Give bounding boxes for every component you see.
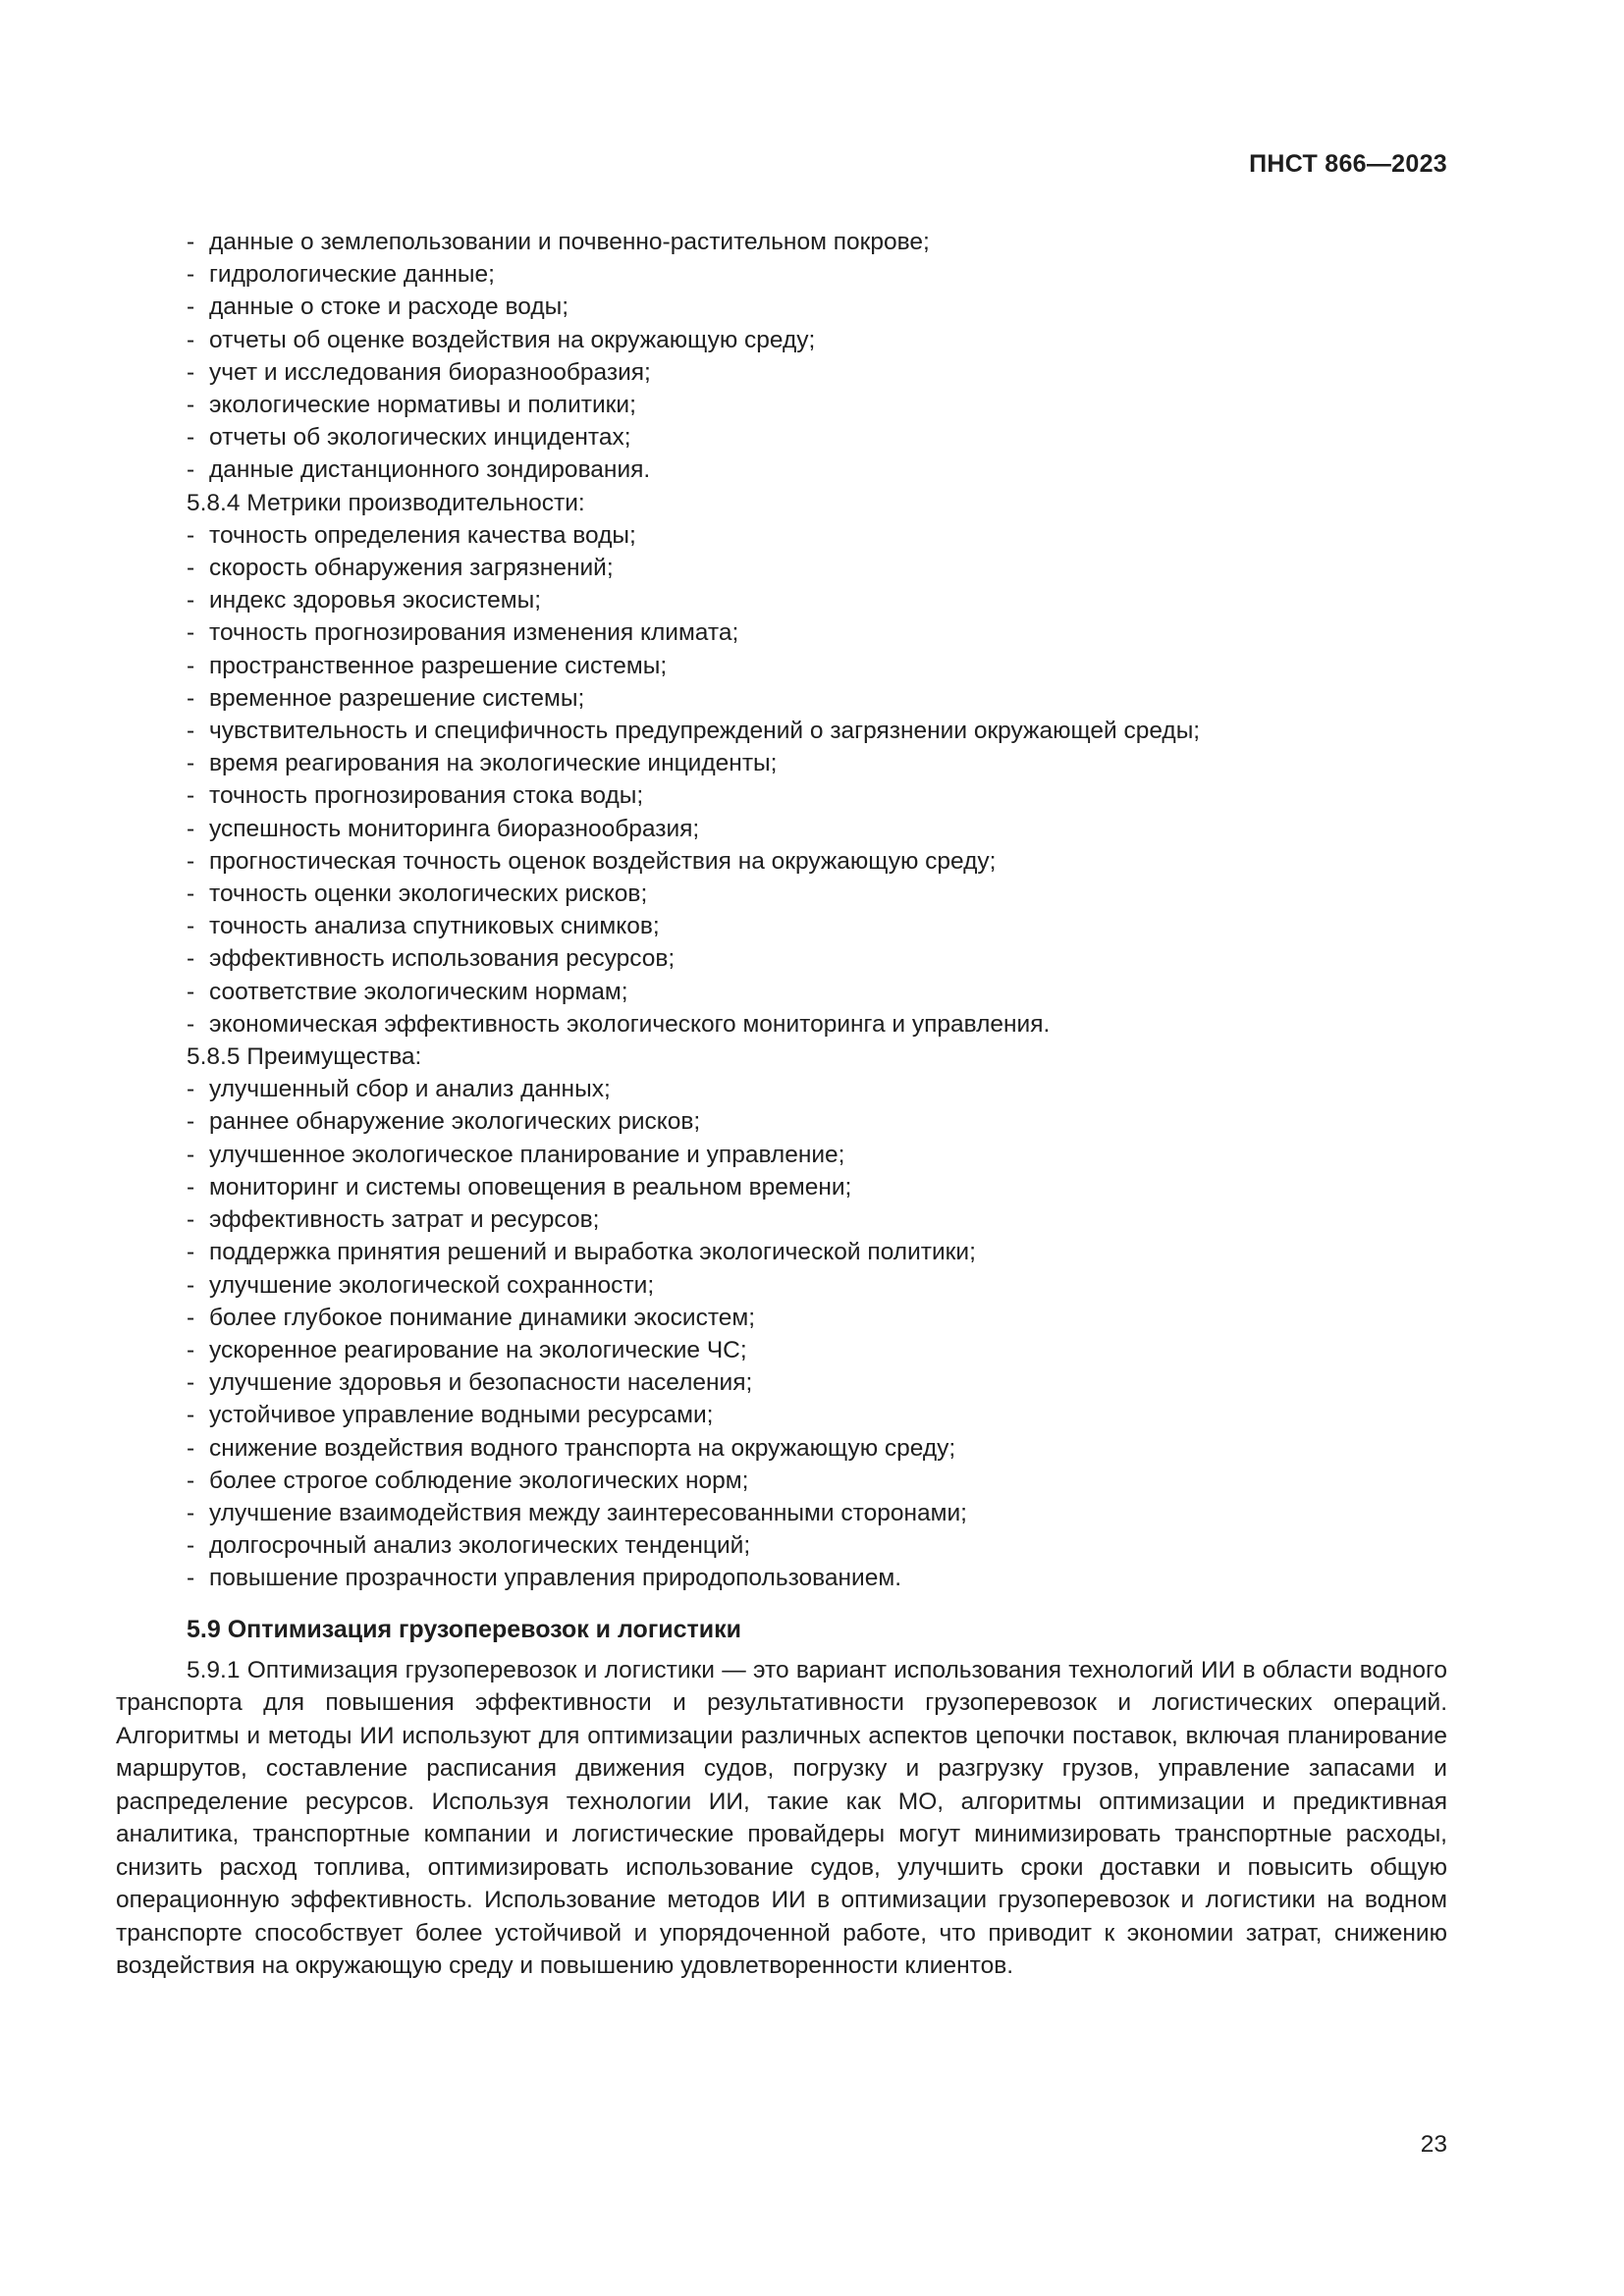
list-item: - раннее обнаружение экологических рисков; [116, 1105, 1447, 1138]
list-item: - улучшение экологической сохранности; [116, 1269, 1447, 1302]
list-item: - эффективность использования ресурсов; [116, 942, 1447, 975]
list-item: - чувствительность и специфичность предупреждений о загрязнении окружающей среды; [116, 715, 1447, 747]
list-item: - экономическая эффективность экологического мониторинга и управления. [116, 1008, 1447, 1041]
list-item: - пространственное разрешение системы; [116, 650, 1447, 682]
list-item: - улучшение здоровья и безопасности населения; [116, 1366, 1447, 1399]
list-item: - данные о землепользовании и почвенно-растительном покрове; [116, 226, 1447, 258]
list-item: - скорость обнаружения загрязнений; [116, 552, 1447, 584]
list-item: - снижение воздействия водного транспорта на окружающую среду; [116, 1432, 1447, 1465]
performance-metrics-list [116, 519, 1447, 1041]
list-item: - поддержка принятия решений и выработка экологической политики; [116, 1236, 1447, 1268]
list-item: - индекс здоровья экосистемы; [116, 584, 1447, 616]
benefits-list [116, 1073, 1447, 1594]
list-item: - экологические нормативы и политики; [116, 389, 1447, 421]
list-item: - данные о стоке и расходе воды; [116, 291, 1447, 323]
subsection-title-585: 5.8.5 Преимущества: [187, 1043, 422, 1071]
list-item: - улучшенный сбор и анализ данных; [116, 1073, 1447, 1105]
list-item: - время реагирования на экологические инциденты; [116, 747, 1447, 779]
list-item: - временное разрешение системы; [116, 682, 1447, 715]
list-item: - эффективность затрат и ресурсов; [116, 1203, 1447, 1236]
list-item: - прогностическая точность оценок воздействия на окружающую среду; [116, 845, 1447, 878]
data-sources-list [116, 226, 1447, 487]
list-item: - данные дистанционного зондирования. [116, 454, 1447, 486]
list-item: - соответствие экологическим нормам; [116, 976, 1447, 1008]
list-item: - точность прогнозирования стока воды; [116, 779, 1447, 812]
section-title-59: 5.9 Оптимизация грузоперевозок и логистики [187, 1615, 742, 1643]
list-item: - улучшенное экологическое планирование и управление; [116, 1139, 1447, 1171]
list-item: - отчеты об экологических инцидентах; [116, 421, 1447, 454]
page-content [116, 226, 1447, 1983]
list-item: - более строгое соблюдение экологических норм; [116, 1465, 1447, 1497]
subsection-title-584: 5.8.4 Метрики производительности: [187, 489, 585, 516]
list-item: - точность определения качества воды; [116, 519, 1447, 552]
document-code: ПНСТ 866—2023 [1249, 150, 1447, 178]
list-item: - точность оценки экологических рисков; [116, 878, 1447, 910]
list-item: - повышение прозрачности управления природопользованием. [116, 1562, 1447, 1594]
list-item: - точность анализа спутниковых снимков; [116, 910, 1447, 942]
list-item: - отчеты об оценке воздействия на окружающую среду; [116, 324, 1447, 356]
list-item: - улучшение взаимодействия между заинтересованными сторонами; [116, 1497, 1447, 1529]
list-item: - успешность мониторинга биоразнообразия; [116, 813, 1447, 845]
list-item: - точность прогнозирования изменения климата; [116, 616, 1447, 649]
list-item: - ускоренное реагирование на экологические ЧС; [116, 1334, 1447, 1366]
page-number: 23 [1420, 2131, 1447, 2158]
list-item: - долгосрочный анализ экологических тенденций; [116, 1529, 1447, 1562]
section-59-paragraph: 5.9.1 Оптимизация грузоперевозок и логистики — это вариант использования технологий ИИ в области водного транспорта для повышения эффективности и результативности грузоперевозок и логистических операций. Алгоритмы и методы ИИ используют для оптимизации различных аспектов цепочки поставок, включая планирование маршрутов, составление расписания движения судов, погрузку и разгрузку грузов, управление запасами и распределение ресурсов. Используя технологии ИИ, такие как МО, алгоритмы оптимизации и предиктивная аналитика, транспортные компании и логистические провайдеры могут минимизировать транспортные расходы, снизить расход топлива, оптимизировать использование судов, улучшить сроки доставки и повысить общую операционную эффективность. Использование методов ИИ в оптимизации грузоперевозок и логистики на водном транспорте способствует более устойчивой и упорядоченной работе, что приводит к экономии затрат, снижению воздействия на окружающую среду и повышению удовлетворенности клиентов. [116, 1656, 1447, 1980]
list-item: - более глубокое понимание динамики экосистем; [116, 1302, 1447, 1334]
list-item: - устойчивое управление водными ресурсами; [116, 1399, 1447, 1431]
list-item: - гидрологические данные; [116, 258, 1447, 291]
list-item: - мониторинг и системы оповещения в реальном времени; [116, 1171, 1447, 1203]
list-item: - учет и исследования биоразнообразия; [116, 356, 1447, 389]
